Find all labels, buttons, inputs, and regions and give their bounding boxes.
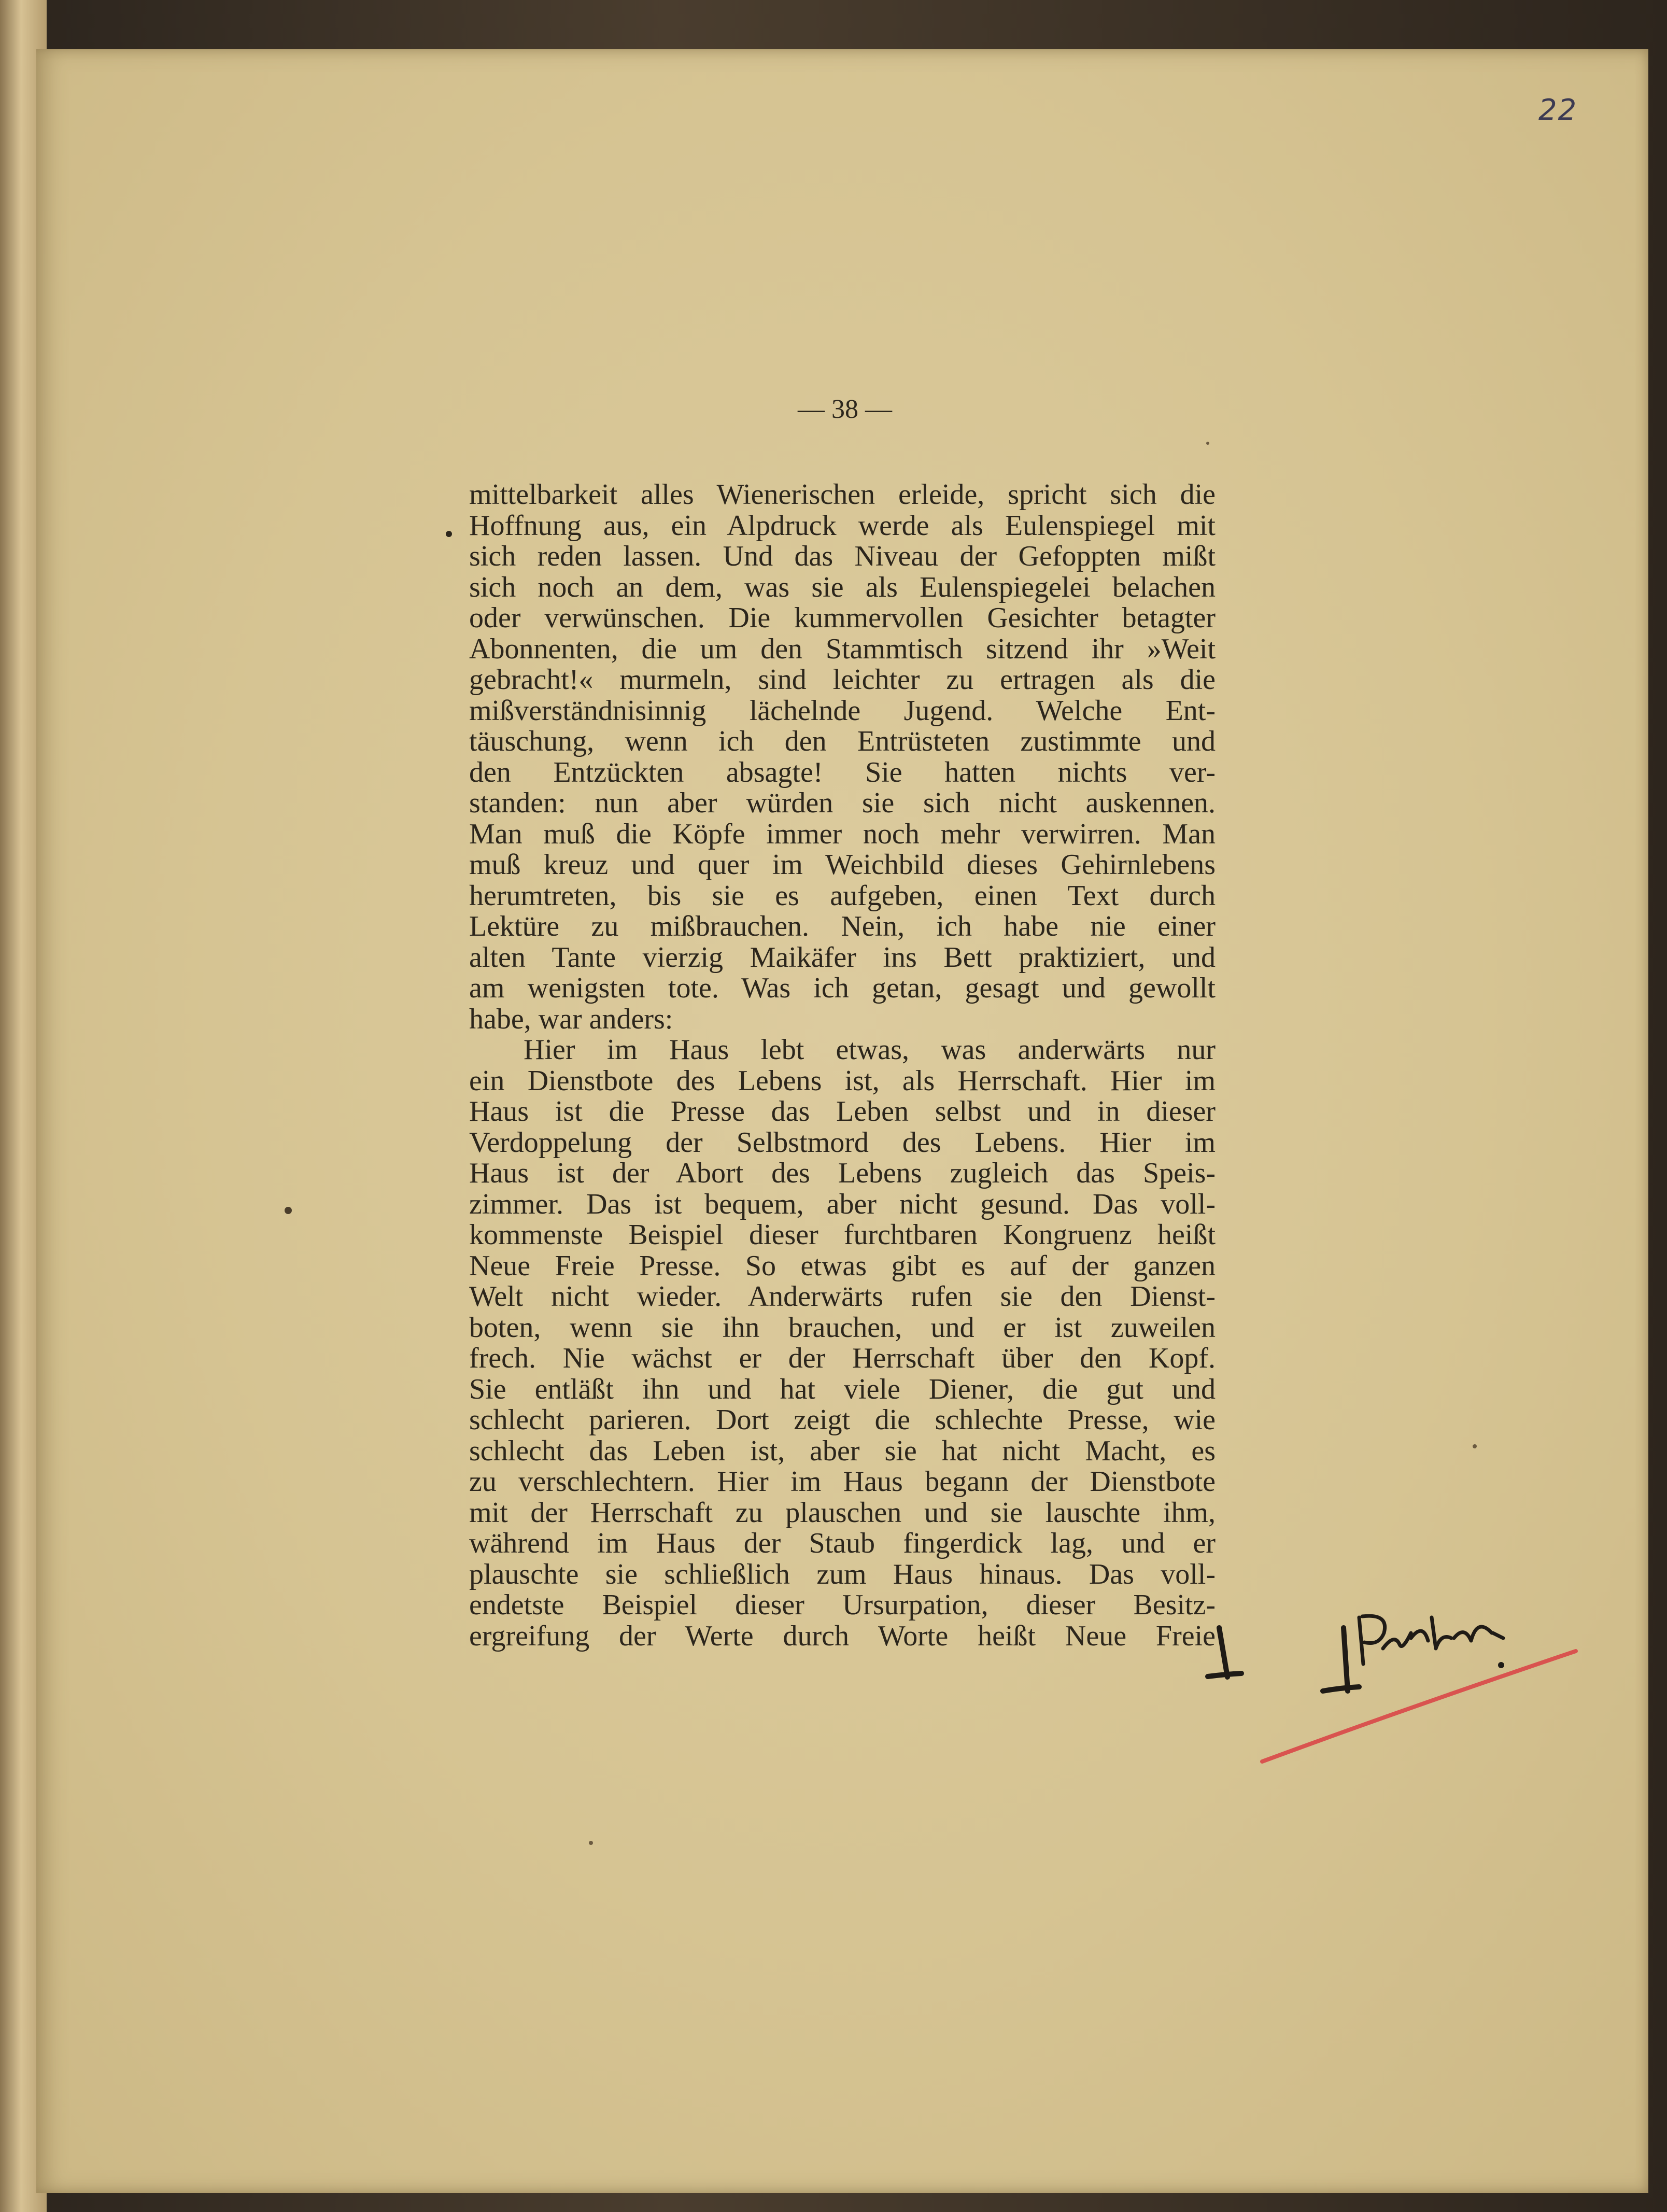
text-line: Verdoppelung der Selbstmord des Lebens. Hier im [469,1126,1216,1159]
text-line: habe, war anders: [469,1003,673,1035]
text-line: Man muß die Köpfe immer noch mehr verwirren. Man [469,818,1216,850]
text-line: mit der Herrschaft zu plauschen und sie lauschte ihm, [469,1496,1216,1529]
margin-speck [1206,442,1209,445]
text-line: Neue Freie Presse. So etwas gibt es auf der ganzen [469,1249,1216,1282]
text-line: mittelbarkeit alles Wienerischen erleide, spricht sich die [469,478,1216,511]
text-line: kommenste Beispiel dieser furchtbaren Kongruenz heißt [469,1219,1216,1251]
text-line: herumtreten, bis sie es aufgeben, einen Text durch [469,879,1216,912]
text-line: Hoffnung aus, ein Alpdruck werde als Eulenspiegel mit [469,509,1216,542]
pencil-insertion-mark [1323,1628,1359,1691]
text-line: frech. Nie wächst er der Herrschaft über den Kopf. [469,1342,1216,1374]
text-line: mißverständnisinnig lächelnde Jugend. Welche Ent- [469,694,1216,727]
text-line: standen: nun aber würden sie sich nicht auskennen. [469,787,1216,819]
text-line: sich noch an dem, was sie als Eulenspiegelei belachen [469,571,1216,603]
text-line: Sie entläßt ihn und hat viele Diener, die gut und [469,1373,1216,1405]
text-line: am wenigsten tote. Was ich getan, gesagt und gewollt [469,972,1216,1004]
text-line: muß kreuz und quer im Weichbild dieses Gehirnlebens [469,849,1216,881]
handwritten-annotation [1359,1616,1503,1664]
text-line: gebracht!« murmeln, sind leichter zu ertragen als die [469,664,1216,696]
text-line: alten Tante vierzig Maikäfer ins Bett praktiziert, und [469,941,1216,974]
margin-speck [446,531,452,537]
text-line: Haus ist die Presse das Leben selbst und in dieser [469,1095,1216,1128]
text-line: Haus ist der Abort des Lebens zugleich das Speis- [469,1157,1216,1189]
margin-speck [589,1841,593,1845]
text-line: Abonnenten, die um den Stammtisch sitzend ihr »Weit [469,632,1216,665]
margin-speck [285,1207,292,1214]
paragraph-first-line: Hier im Haus lebt etwas, was anderwärts nur [524,1034,1216,1066]
page-number: — 38 — [798,395,892,424]
text-line: den Entzückten absagte! Sie hatten nichts ver- [469,756,1216,788]
text-line: sich reden lassen. Und das Niveau der Gefoppten mißt [469,540,1216,572]
handwritten-folio-number: 22 [1538,93,1578,127]
text-line: Welt nicht wieder. Anderwärts rufen sie den Dienst- [469,1280,1216,1313]
text-line: während im Haus der Staub fingerdick lag, und er [469,1527,1216,1559]
margin-speck [1473,1444,1477,1448]
text-line: zimmer. Das ist bequem, aber nicht gesund. Das voll- [469,1188,1216,1220]
text-line: endetste Beispiel dieser Ursurpation, dieser Besitz- [469,1589,1216,1621]
pencil-insertion-mark [1208,1628,1241,1677]
text-line: zu verschlechtern. Hier im Haus begann der Dienstbote [469,1466,1216,1498]
text-line: boten, wenn sie ihn brauchen, und er ist zuweilen [469,1311,1216,1344]
text-line: Lektüre zu mißbrauchen. Nein, ich habe nie einer [469,910,1216,942]
text-line: ein Dienstbote des Lebens ist, als Herrschaft. Hier im [469,1064,1216,1097]
text-line: plauschte sie schließlich zum Haus hinaus. Das voll- [469,1558,1216,1590]
text-line: schlecht das Leben ist, aber sie hat nicht Macht, es [469,1434,1216,1467]
red-pencil-line [1262,1651,1576,1762]
text-line: schlecht parieren. Dort zeigt die schlechte Presse, wie [469,1404,1216,1436]
text-line: ergreifung der Werte durch Worte heißt Neue Freie [469,1619,1216,1652]
text-line: oder verwünschen. Die kummervollen Gesichter betagter [469,602,1216,634]
text-line: täuschung, wenn ich den Entrüsteten zustimmte und [469,725,1216,757]
annotation-dot [1498,1662,1504,1668]
